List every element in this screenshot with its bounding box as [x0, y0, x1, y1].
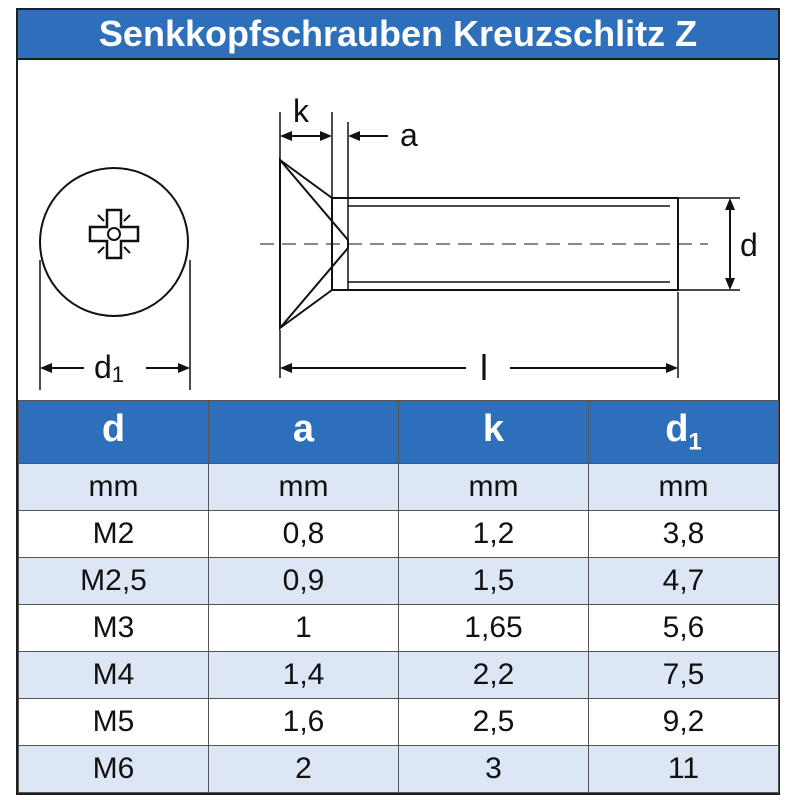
- screw-side-view: [260, 160, 708, 328]
- table-cell: M5: [19, 699, 209, 746]
- unit-cell: mm: [399, 464, 589, 511]
- table-cell: 1,5: [399, 558, 589, 605]
- k-dimension: [280, 93, 332, 198]
- table-header-row: [19, 401, 779, 464]
- screw-head-top-view: [40, 168, 188, 316]
- col-header-a: a: [209, 401, 399, 464]
- table-row: [19, 746, 779, 793]
- l-dimension: [280, 292, 678, 388]
- table-cell: 1,2: [399, 511, 589, 558]
- table-cell: 1,65: [399, 605, 589, 652]
- col-header-d1: $d_1$: [589, 401, 779, 464]
- d-label: d: [740, 227, 758, 263]
- l-label: l: [480, 347, 488, 388]
- table-row: [19, 558, 779, 605]
- table-cell: 1: [209, 605, 399, 652]
- unit-cell: mm: [19, 464, 209, 511]
- table-cell: M2: [19, 511, 209, 558]
- spec-sheet: [16, 8, 780, 795]
- k-label: k: [293, 93, 309, 129]
- unit-cell: mm: [209, 464, 399, 511]
- table-row: [19, 652, 779, 699]
- table-cell: M2,5: [19, 558, 209, 605]
- table-cell: 7,5: [589, 652, 779, 699]
- table-cell: 3: [399, 746, 589, 793]
- table-cell: 3,8: [589, 511, 779, 558]
- unit-row: [19, 464, 779, 511]
- table-cell: 9,2: [589, 699, 779, 746]
- table-row: [19, 699, 779, 746]
- table-cell: 2,5: [399, 699, 589, 746]
- table-row: [19, 605, 779, 652]
- col-header-d: d: [19, 401, 209, 464]
- table-cell: 0,8: [209, 511, 399, 558]
- table-cell: 11: [589, 746, 779, 793]
- table-cell: M3: [19, 605, 209, 652]
- table-cell: 1,4: [209, 652, 399, 699]
- a-label: a: [400, 117, 418, 153]
- d1-label: d1: [94, 349, 125, 387]
- table-cell: M4: [19, 652, 209, 699]
- table-cell: 2,2: [399, 652, 589, 699]
- table-cell: 2: [209, 746, 399, 793]
- page-title: Senkkopfschrauben Kreuzschlitz Z: [18, 10, 778, 60]
- d1-dimension: [40, 260, 190, 390]
- table-cell: 4,7: [589, 558, 779, 605]
- table-cell: 0,9: [209, 558, 399, 605]
- table-cell: 1,6: [209, 699, 399, 746]
- technical-drawing: [18, 60, 778, 400]
- table-row: [19, 511, 779, 558]
- table-cell: 5,6: [589, 605, 779, 652]
- dimension-table: [18, 400, 779, 793]
- unit-cell: mm: [589, 464, 779, 511]
- col-header-k: k: [399, 401, 589, 464]
- table-cell: M6: [19, 746, 209, 793]
- a-dimension: [348, 117, 418, 198]
